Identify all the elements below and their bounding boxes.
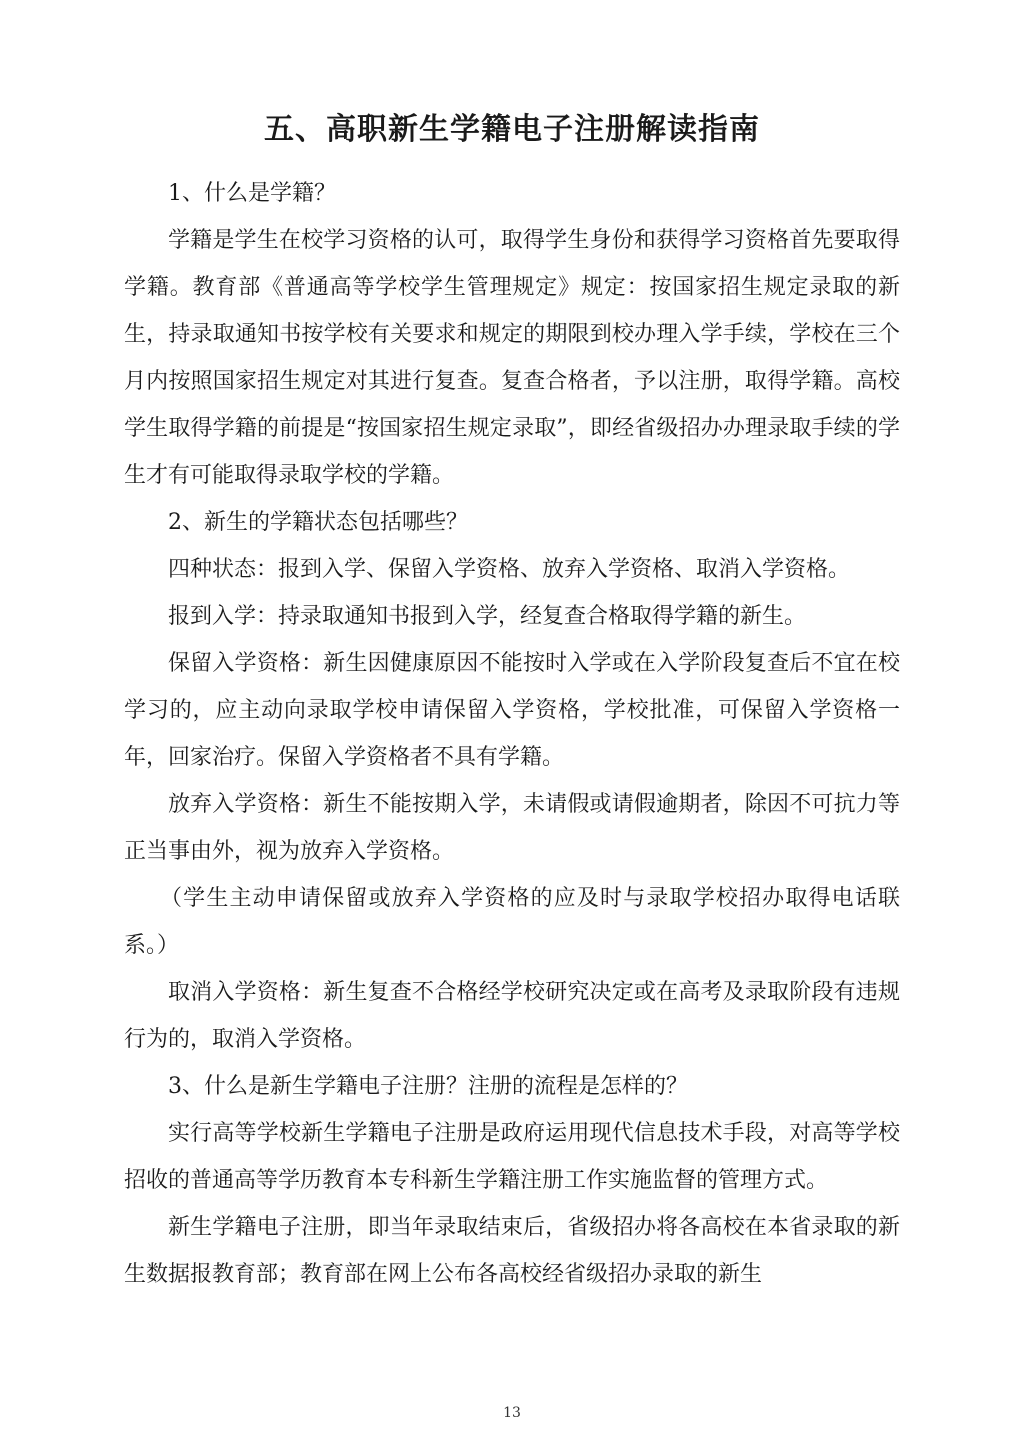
question-heading: 1、什么是学籍？ bbox=[168, 181, 336, 206]
body-paragraph: 学籍是学生在校学习资格的认可，取得学生身份和获得学习资格首先要取得学籍。教育部《普通高等学校学生管理规定》规定：按国家招生规定录取的新生，持录取通知书按学校有关要求和规定的期限到校办理入学手续，学校在三个月内按照国家招生规定对其进行复查。复查合格者，予以注册，取得学籍。高校学生取得学籍的前提是“按国家招生规定录取”，即经省级招办办理录取手续的学生才有可能取得录取学校的学籍。 bbox=[124, 228, 900, 488]
question-heading: 2、新生的学籍状态包括哪些？ bbox=[168, 510, 468, 535]
body-paragraph: 取消入学资格：新生复查不合格经学校研究决定或在高考及录取阶段有违规行为的，取消入学资格。 bbox=[124, 980, 900, 1052]
page-number: 13 bbox=[503, 1405, 521, 1421]
body-paragraph: 实行高等学校新生学籍电子注册是政府运用现代信息技术手段，对高等学校招收的普通高等学历教育本专科新生学籍注册工作实施监督的管理方式。 bbox=[124, 1121, 900, 1193]
body-paragraph: 四种状态：报到入学、保留入学资格、放弃入学资格、取消入学资格。 bbox=[168, 557, 851, 582]
body-paragraph: 报到入学：持录取通知书报到入学，经复查合格取得学籍的新生。 bbox=[168, 604, 807, 629]
document-body bbox=[124, 170, 900, 1298]
question-heading: 3、什么是新生学籍电子注册？注册的流程是怎样的？ bbox=[168, 1074, 688, 1099]
body-paragraph: 放弃入学资格：新生不能按期入学，未请假或请假逾期者，除因不可抗力等正当事由外，视为放弃入学资格。 bbox=[124, 792, 900, 864]
document-title: 五、高职新生学籍电子注册解读指南 bbox=[264, 112, 760, 147]
body-paragraph: 新生学籍电子注册，即当年录取结束后，省级招办将各高校在本省录取的新生数据报教育部；教育部在网上公布各高校经省级招办录取的新生 bbox=[124, 1215, 900, 1287]
body-paragraph: 保留入学资格：新生因健康原因不能按时入学或在入学阶段复查后不宜在校学习的，应主动向录取学校申请保留入学资格，学校批准，可保留入学资格一年，回家治疗。保留入学资格者不具有学籍。 bbox=[124, 651, 900, 770]
note-paragraph: （学生主动申请保留或放弃入学资格的应及时与录取学校招办取得电话联系。） bbox=[124, 886, 900, 958]
